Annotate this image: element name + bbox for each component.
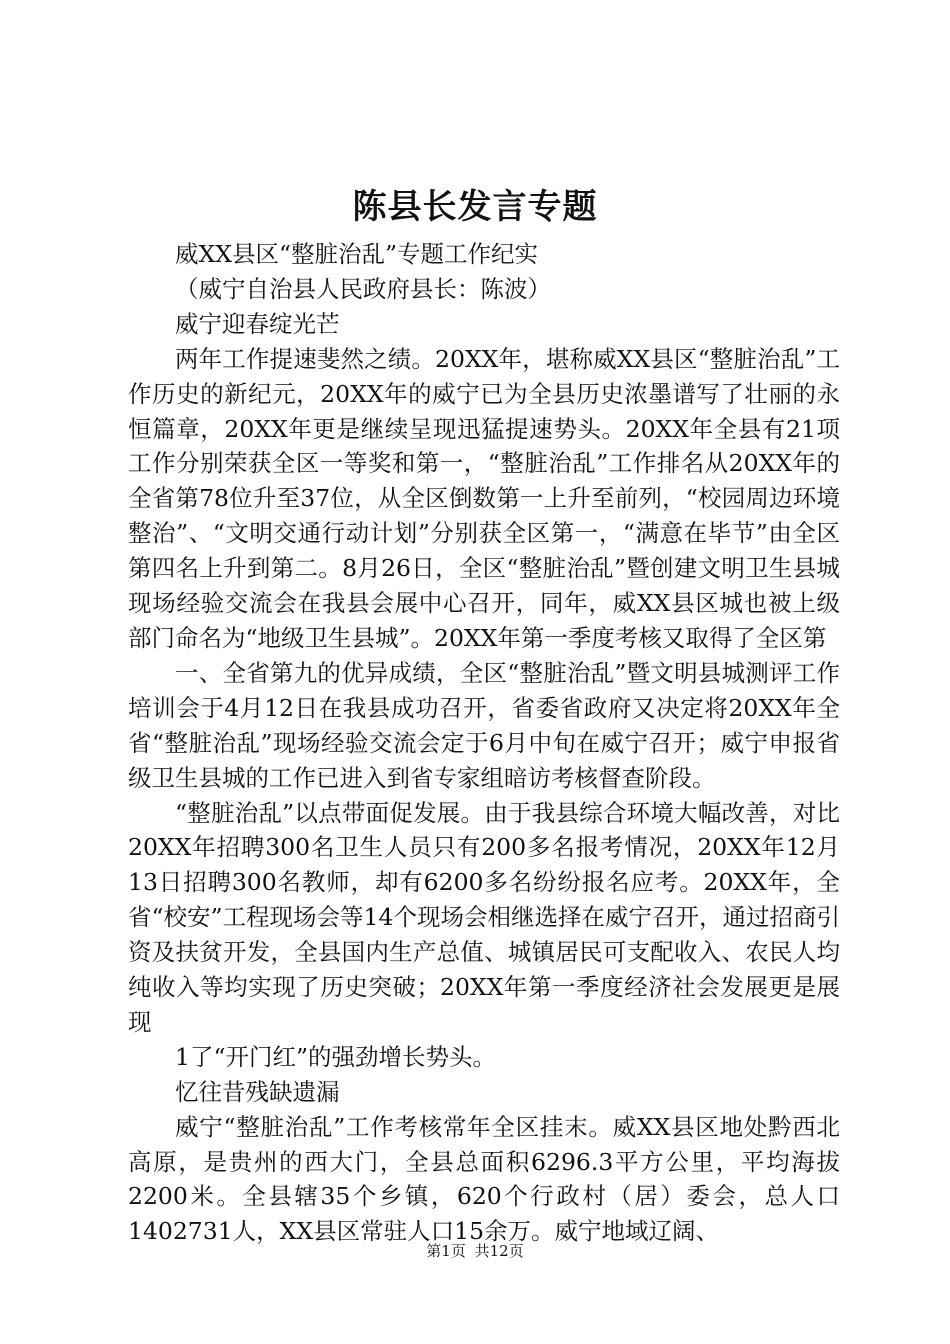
author-paragraph: （威宁自治县人民政府县长：陈波） — [175, 274, 551, 303]
page-number: 第1页 — [426, 1242, 466, 1260]
body-paragraph: “整脏治乱”以点带面促发展。由于我县综合环境大幅改善，对比20XX年招聘300名卫生人员只有200多名报考情况，20XX年12月13日招聘300名教师，却有6200多名纷纷报名应考。20XX年，全省“校安”工程现场会等14个现场会相继选择在威宁召开，通过招商引资及扶贫开发，全县国内生产总值、城镇居民可支配收入、农民人均纯收入等均实现了历史突破；20XX年第一季度经济社会发展更是展现 — [128, 798, 840, 1036]
page-total: 共12页 — [474, 1242, 524, 1260]
body-paragraph: 两年工作提速斐然之绩。20XX年，堪称威XX县区“整脏治乱”工作历史的新纪元，20XX年的威宁已为全县历史浓墨谱写了壮丽的永恒篇章，20XX年更是继续呈现迅猛提速势头。20XX年全县有21项工作分别荣获全区一等奖和第一，“整脏治乱”工作排名从20XX年的全省第78位升至37位，从全区倒数第一上升至前列，“校园周边环境整治”、“文明交通行动计划”分别获全区第一，“满意在毕节”由全区第四名上升到第二。8月26日，全区“整脏治乱”暨创建文明卫生县城现场经验交流会在我县会展中心召开，同年，威XX县区城也被上级部门命名为“地级卫生县城”。20XX年第一季度考核又取得了全区第 — [128, 344, 840, 652]
document-body — [128, 237, 840, 1249]
subtitle-paragraph: 威XX县区“整脏治乱”专题工作纪实 — [175, 240, 538, 268]
body-paragraph: 1了“开门红”的强劲增长势头。 — [175, 1042, 496, 1071]
document-title: 陈县长发言专题 — [352, 187, 598, 227]
section-heading: 忆往昔残缺遗漏 — [175, 1077, 340, 1106]
body-paragraph: 威宁“整脏治乱”工作考核常年全区挂末。威XX县区地处黔西北高原，是贵州的西大门，全县总面积6296.3平方公里，平均海拔2200米。全县辖35个乡镇，620个行政村（居）委会，总人口1402731人，XX县区常驻人口15余万。威宁地域辽阔、 — [128, 1112, 840, 1246]
body-paragraph: 一、全省第九的优异成绩，全区“整脏治乱”暨文明县城测评工作培训会于4月12日在我县成功召开，省委省政府又决定将20XX年全省“整脏治乱”现场经验交流会定于6月中旬在威宁召开；威宁申报省级卫生县城的工作已进入到省专家组暗访考核督查阶段。 — [128, 658, 840, 792]
section-heading: 威宁迎春绽光芒 — [175, 309, 340, 338]
page-footer — [0, 1240, 950, 1262]
